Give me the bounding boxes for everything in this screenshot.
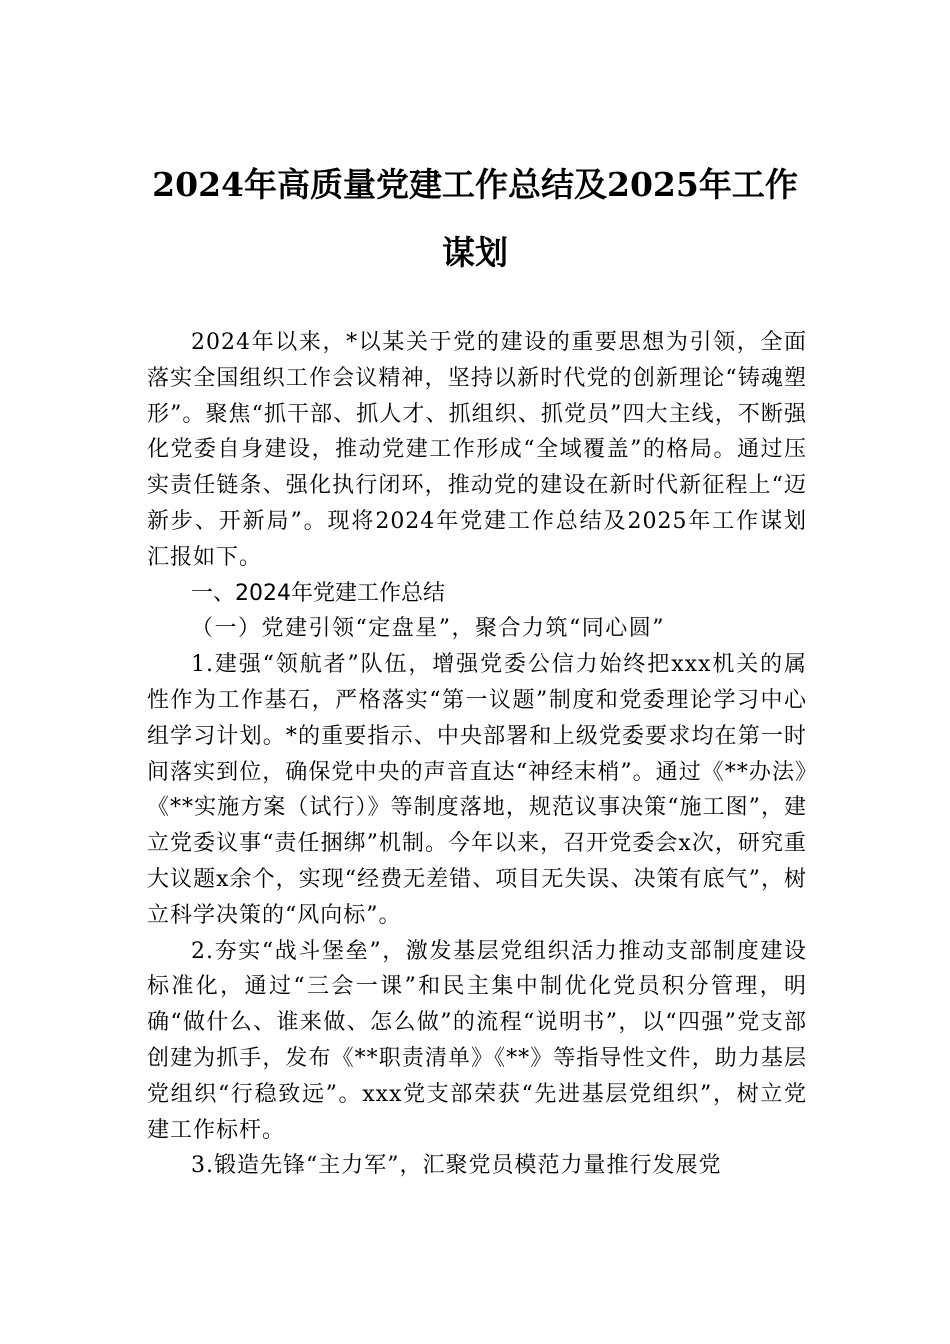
- body-paragraph-3: 3.锻造先锋“主力军”，汇聚党员模范力量推行发展党: [191, 1153, 722, 1179]
- document-title-line1: 2024年高质量党建工作总结及2025年工作: [152, 165, 798, 204]
- subsection-heading: （一）党建引领“定盘星”，聚合力筑“同心圆”: [191, 616, 665, 642]
- body-paragraph-2: 2.夯实“战斗堡垒”，激发基层党组织活力推动支部制度建设标准化，通过“三会一课”和民主集中制优化党员积分管理，明确“做什么、谁来做、怎么做”的流程“说明书”，以“四强”党支部创建为抓手，发布《**职责清单》《**》等指导性文件，助力基层党组织“行稳致远”。xxx党支部荣获“先进基层党组织”，树立党建工作标杆。: [147, 938, 808, 1143]
- intro-paragraph: 2024年以来，*以某关于党的建设的重要思想为引领，全面落实全国组织工作会议精神，坚持以新时代党的创新理论“铸魂塑形”。聚焦“抓干部、抓人才、抓组织、抓党员”四大主线，不断强化党委自身建设，推动党建工作形成“全域覆盖”的格局。通过压实责任链条、强化执行闭环，推动党的建设在新时代新征程上“迈新步、开新局”。现将2024年党建工作总结及2025年工作谋划汇报如下。: [147, 330, 807, 570]
- document-body: [147, 325, 807, 1184]
- document-title-line2: 谋划: [442, 233, 508, 272]
- section-heading: 一、2024年党建工作总结: [191, 580, 445, 606]
- body-paragraph-1: 1.建强“领航者”队伍，增强党委公信力始终把xxx机关的属性作为工作基石，严格落实“第一议题”制度和党委理论学习中心组学习计划。*的重要指示、中央部署和上级党委要求均在第一时间落实到位，确保党中央的声音直达“神经末梢”。通过《**办法》《**实施方案（试行）》等制度落地，规范议事决策“施工图”，建立党委议事“责任捆绑”机制。今年以来，召开党委会x次，研究重大议题x余个，实现“经费无差错、项目无失误、决策有底气”，树立科学决策的“风向标”。: [147, 652, 807, 928]
